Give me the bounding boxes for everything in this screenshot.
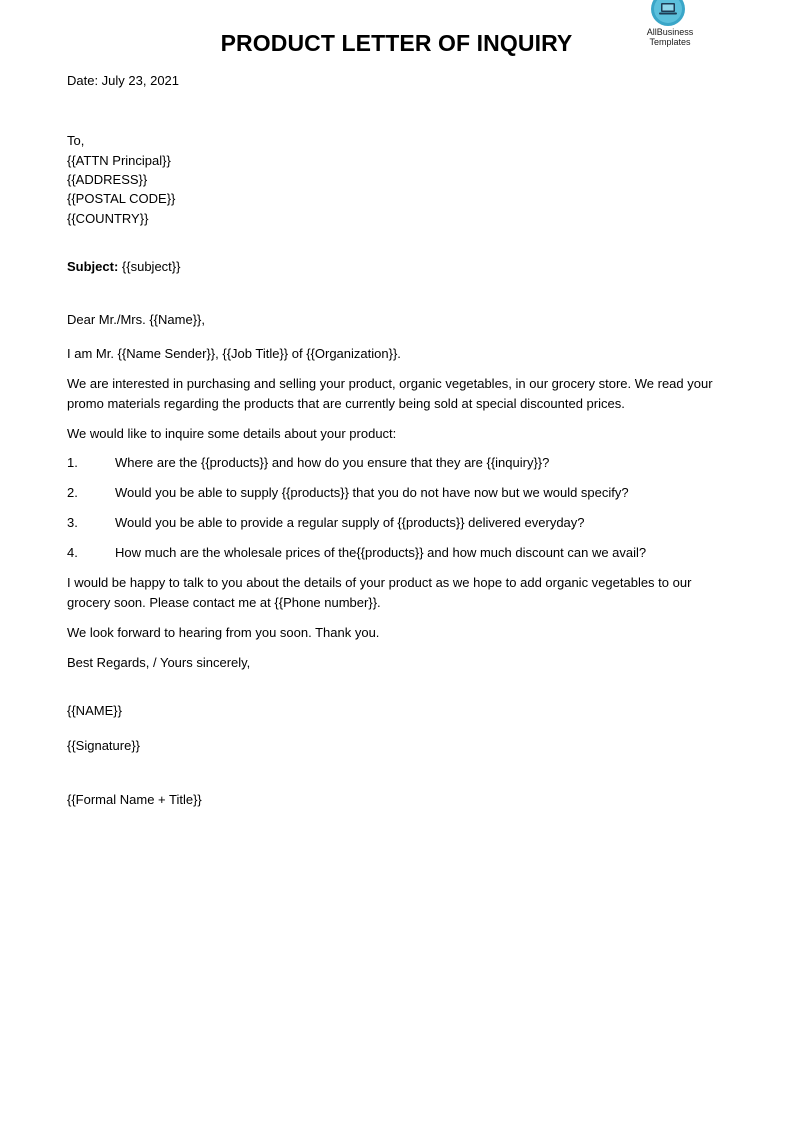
sender-signature: {{Signature}} [67, 738, 141, 753]
list-number: 1. [67, 455, 78, 470]
intro-paragraph: I am Mr. {{Name Sender}}, {{Job Title}} of {{Organization}}. [67, 346, 401, 361]
list-item: Where are the {{products}} and how do you ensure that they are {{inquiry}}? [115, 455, 550, 470]
address-attn: {{ATTN Principal}} [67, 153, 171, 168]
address-to: To, [67, 133, 85, 148]
subject-line [67, 257, 180, 277]
list-intro: We would like to inquire some details about your product: [67, 426, 397, 441]
list-number: 4. [67, 545, 78, 560]
salutation: Dear Mr./Mrs. {{Name}}, [67, 312, 205, 327]
sender-formal-name: {{Formal Name + Title}} [67, 792, 202, 807]
list-item: Would you be able to provide a regular supply of {{products}} delivered everyday? [115, 515, 585, 530]
address-postal: {{POSTAL CODE}} [67, 191, 176, 206]
body-paragraph-1: We are interested in purchasing and selling your product, organic vegetables, in our grocery store. We read your promo materials regarding the products that are currently being sold at special discounted prices. [67, 376, 713, 411]
body-paragraph-2: I would be happy to talk to you about the details of your product as we hope to add organic vegetables to our grocery soon. Please contact me at {{Phone number}}. [67, 575, 692, 610]
list-item: How much are the wholesale prices of the{{products}} and how much discount can we avail? [115, 545, 647, 560]
laptop-icon [651, 0, 685, 26]
address-line: {{ADDRESS}} [67, 172, 148, 187]
brand-line-1: AllBusiness [646, 27, 694, 37]
list-number: 2. [67, 485, 78, 500]
body-paragraph-3: We look forward to hearing from you soon. Thank you. [67, 625, 380, 640]
list-number: 3. [67, 515, 78, 530]
subject-value: {{subject}} [118, 259, 181, 274]
subject-label: Subject: [67, 259, 119, 274]
list-item: Would you be able to supply {{products}} that you do not have now but we would specify? [115, 485, 629, 500]
brand-line-2: Templates [649, 37, 691, 47]
address-country: {{COUNTRY}} [67, 211, 149, 226]
letter-date: Date: July 23, 2021 [67, 73, 180, 88]
closing-line: Best Regards, / Yours sincerely, [67, 655, 251, 670]
sender-name: {{NAME}} [67, 703, 122, 718]
document-title: PRODUCT LETTER OF INQUIRY [220, 30, 573, 56]
